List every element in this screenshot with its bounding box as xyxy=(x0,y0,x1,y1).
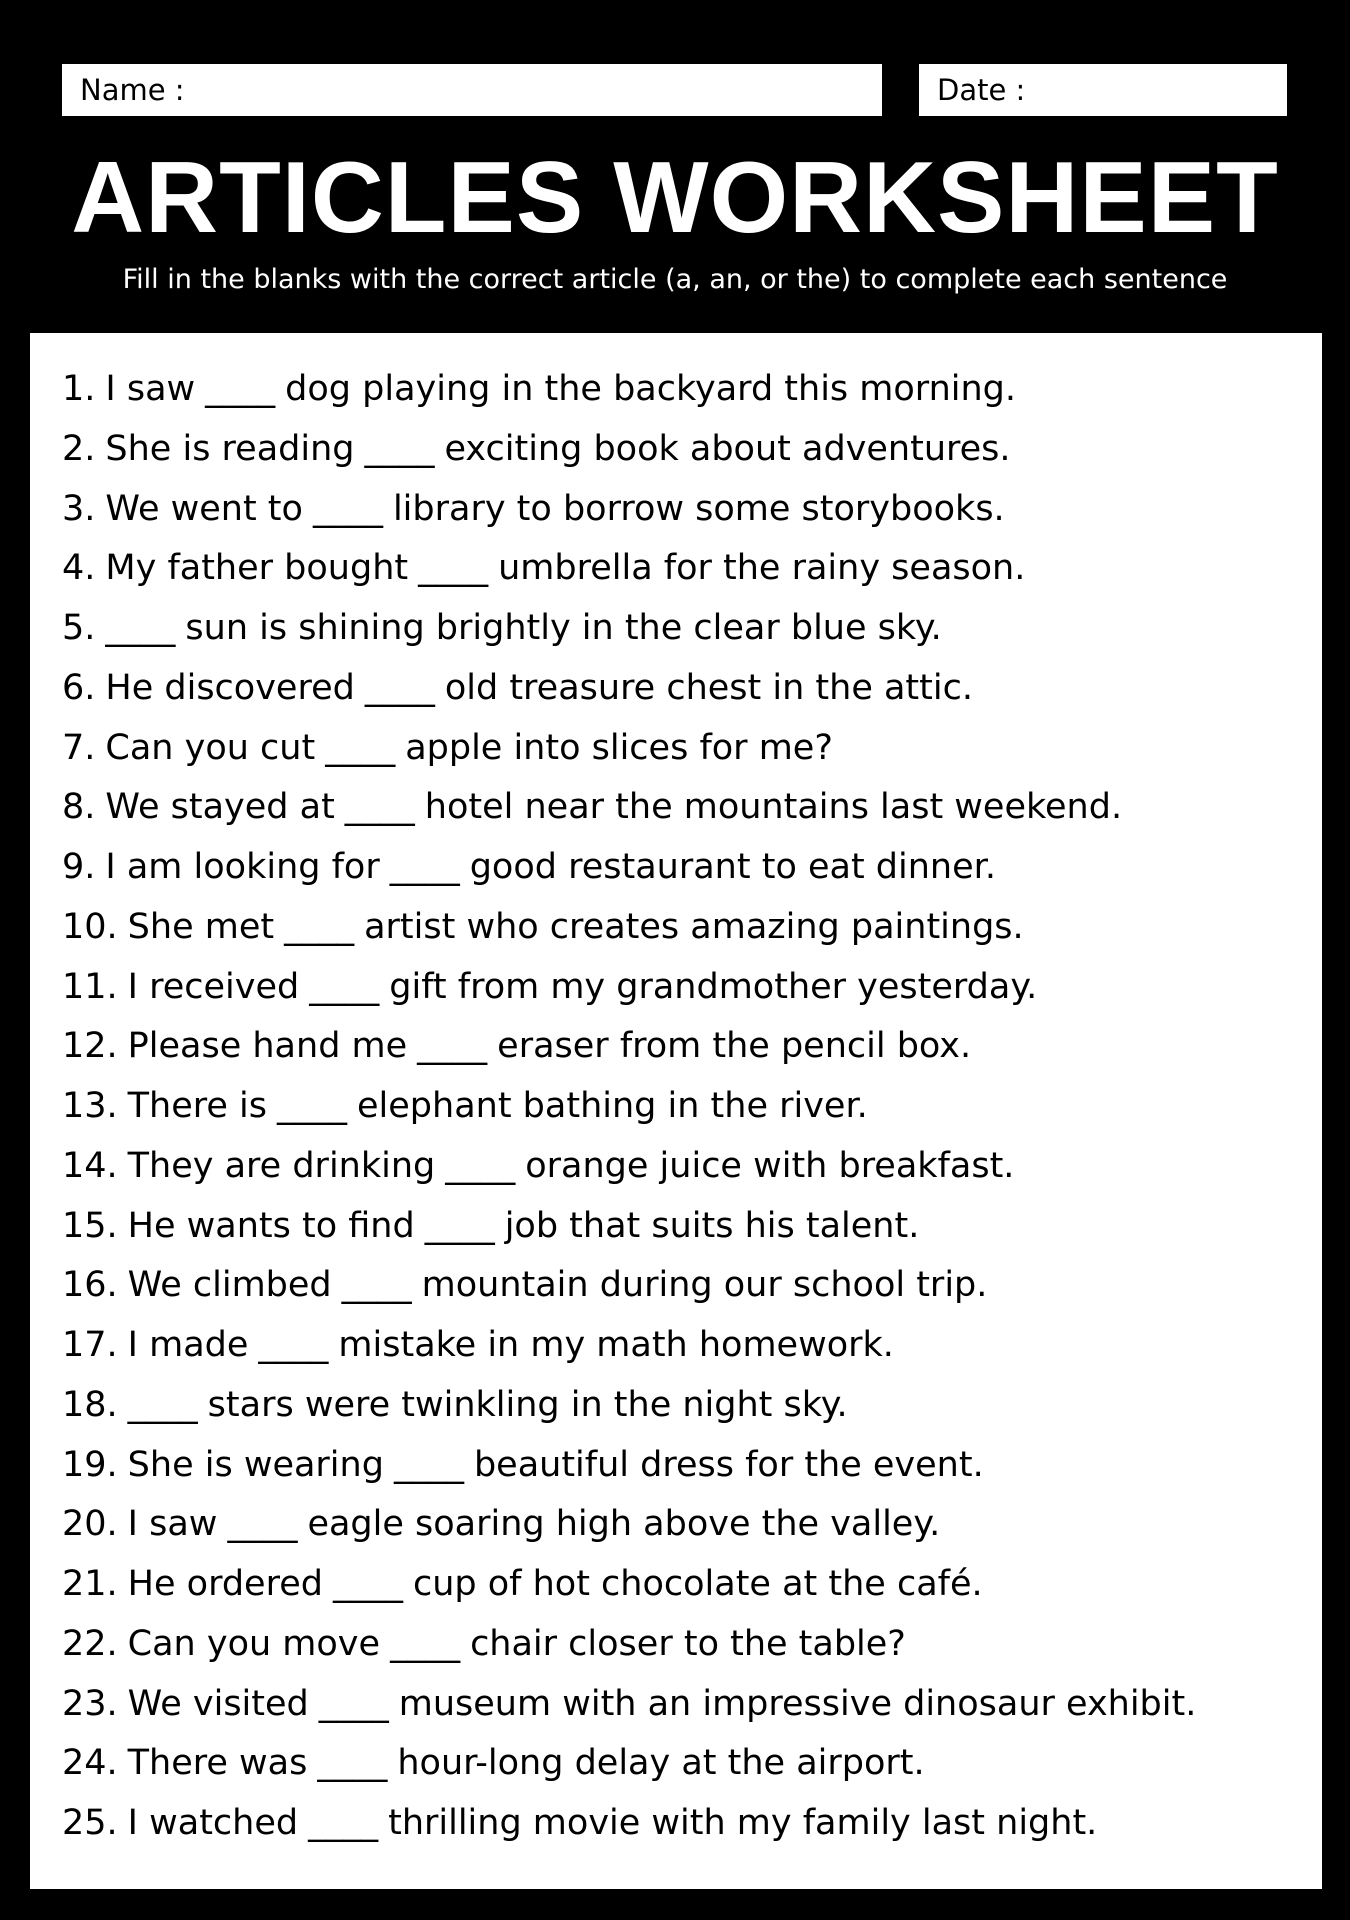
question-item xyxy=(62,1077,1312,1137)
answer-blank[interactable]: ____ xyxy=(332,1564,403,1604)
question-item xyxy=(62,599,1312,659)
question-item xyxy=(62,539,1312,599)
question-text-before: I am looking for xyxy=(105,847,380,887)
question-text-after: library to borrow some storybooks. xyxy=(392,488,1005,529)
answer-blank[interactable]: ____ xyxy=(364,428,435,469)
question-text-after: good restaurant to eat dinner. xyxy=(469,847,996,887)
question-text-after: hotel near the mountains last weekend. xyxy=(424,787,1123,828)
answer-blank[interactable]: ____ xyxy=(445,1145,516,1186)
question-text-after: eagle soaring high above the valley. xyxy=(307,1504,941,1545)
question-text-before: Can you cut xyxy=(105,727,316,768)
question-number: 6. xyxy=(62,667,96,708)
answer-blank[interactable]: ____ xyxy=(309,966,380,1007)
question-item xyxy=(62,1376,1312,1436)
question-text-after: chair closer to the table? xyxy=(470,1623,906,1664)
question-item xyxy=(62,1316,1312,1376)
question-text-before: I saw xyxy=(105,369,196,409)
question-item xyxy=(62,778,1312,838)
question-text-before: I watched xyxy=(127,1803,299,1843)
date-field[interactable] xyxy=(919,64,1287,116)
question-number: 11. xyxy=(62,966,118,1007)
question-number: 5. xyxy=(62,608,96,648)
answer-blank[interactable]: ____ xyxy=(344,787,415,828)
question-number: 12. xyxy=(62,1026,118,1067)
question-number: 24. xyxy=(62,1743,118,1784)
question-text-after: job that suits his talent. xyxy=(504,1205,920,1246)
answer-blank[interactable]: ____ xyxy=(284,906,355,947)
question-item xyxy=(62,480,1312,540)
question-text-before: He discovered xyxy=(105,667,355,708)
answer-blank[interactable]: ____ xyxy=(325,727,396,768)
question-text-after: gift from my grandmother yesterday. xyxy=(389,966,1038,1007)
answer-blank[interactable]: ____ xyxy=(417,1026,488,1067)
questions-panel xyxy=(30,333,1322,1889)
question-item xyxy=(62,1675,1312,1735)
question-number: 10. xyxy=(62,906,118,947)
question-text-after: sun is shining brightly in the clear blue sky. xyxy=(185,608,942,648)
answer-blank[interactable]: ____ xyxy=(227,1504,298,1545)
question-text-before: We visited xyxy=(127,1683,309,1724)
question-number: 7. xyxy=(62,727,96,768)
question-item xyxy=(62,1734,1312,1794)
question-text-after: eraser from the pencil box. xyxy=(497,1026,972,1067)
question-number: 17. xyxy=(62,1325,118,1365)
name-field[interactable] xyxy=(62,64,882,116)
question-number: 2. xyxy=(62,428,96,469)
question-text-before: There was xyxy=(127,1743,308,1784)
question-text-before: I received xyxy=(127,966,300,1007)
question-number: 4. xyxy=(62,548,96,589)
question-text-after: dog playing in the backyard this morning. xyxy=(285,369,1017,409)
question-text-after: elephant bathing in the river. xyxy=(357,1086,868,1126)
question-text-after: thrilling movie with my family last night. xyxy=(388,1803,1098,1843)
question-text-after: exciting book about adventures. xyxy=(444,428,1011,469)
answer-blank[interactable]: ____ xyxy=(277,1086,348,1126)
question-text-after: artist who creates amazing paintings. xyxy=(364,906,1024,947)
question-item xyxy=(62,1555,1312,1615)
question-item xyxy=(62,1794,1312,1854)
answer-blank[interactable]: ____ xyxy=(258,1325,329,1365)
question-text-before: She is wearing xyxy=(127,1444,384,1485)
answer-blank[interactable]: ____ xyxy=(390,1623,461,1664)
question-number: 22. xyxy=(62,1623,118,1664)
answer-blank[interactable]: ____ xyxy=(318,1683,389,1724)
question-text-before: They are drinking xyxy=(127,1145,436,1186)
question-number: 21. xyxy=(62,1564,118,1604)
question-text-after: mistake in my math homework. xyxy=(338,1325,894,1365)
question-text-before: He ordered xyxy=(127,1564,323,1604)
question-item xyxy=(62,1495,1312,1555)
question-number: 25. xyxy=(62,1803,118,1843)
question-text-after: umbrella for the rainy season. xyxy=(498,548,1026,589)
question-item xyxy=(62,719,1312,779)
page-title: ARTICLES WORKSHEET xyxy=(71,142,1279,254)
question-text-before: We stayed at xyxy=(105,787,335,828)
question-text-before: I saw xyxy=(127,1504,218,1545)
question-text-after: orange juice with breakfast. xyxy=(525,1145,1015,1186)
question-text-before: Please hand me xyxy=(127,1026,408,1067)
answer-blank[interactable]: ____ xyxy=(341,1265,412,1306)
question-list xyxy=(62,360,1312,1854)
name-label: Name : xyxy=(80,73,185,107)
question-item xyxy=(62,958,1312,1018)
question-text-after: old treasure chest in the attic. xyxy=(444,667,973,708)
question-number: 20. xyxy=(62,1504,118,1545)
question-text-after: beautiful dress for the event. xyxy=(473,1444,984,1485)
question-text-after: cup of hot chocolate at the café. xyxy=(412,1564,983,1604)
question-number: 9. xyxy=(62,847,96,887)
question-text-after: hour-long delay at the airport. xyxy=(397,1743,925,1784)
answer-blank[interactable]: ____ xyxy=(317,1743,388,1784)
answer-blank[interactable]: ____ xyxy=(308,1803,379,1843)
question-text-before: We went to xyxy=(105,488,303,529)
question-number: 15. xyxy=(62,1205,118,1246)
question-number: 1. xyxy=(62,369,96,409)
question-item xyxy=(62,898,1312,958)
question-text-before: She met xyxy=(127,906,275,947)
answer-blank[interactable]: ____ xyxy=(312,488,383,529)
question-text-after: apple into slices for me? xyxy=(405,727,833,768)
instructions: Fill in the blanks with the correct article (a, an, or the) to complete each sentence xyxy=(122,264,1228,295)
question-text-after: mountain during our school trip. xyxy=(421,1265,988,1306)
question-number: 18. xyxy=(62,1384,118,1425)
question-text-before: There is xyxy=(127,1086,268,1126)
question-item xyxy=(62,1137,1312,1197)
question-number: 19. xyxy=(62,1444,118,1485)
question-text-after: stars were twinkling in the night sky. xyxy=(207,1384,848,1425)
answer-blank[interactable]: ____ xyxy=(205,369,276,409)
question-text-before: We climbed xyxy=(127,1265,332,1306)
question-text-after: museum with an impressive dinosaur exhibit. xyxy=(398,1683,1197,1724)
question-number: 23. xyxy=(62,1683,118,1724)
question-item xyxy=(62,1615,1312,1675)
question-item xyxy=(62,659,1312,719)
question-number: 8. xyxy=(62,787,96,828)
question-text-before: He wants to find xyxy=(127,1205,415,1246)
answer-blank[interactable]: ____ xyxy=(364,667,435,708)
answer-blank[interactable]: ____ xyxy=(424,1205,495,1246)
question-number: 13. xyxy=(62,1086,118,1126)
question-number: 16. xyxy=(62,1265,118,1306)
date-label: Date : xyxy=(937,73,1026,107)
question-text-before: I made xyxy=(127,1325,249,1365)
answer-blank[interactable]: ____ xyxy=(105,608,176,648)
question-item xyxy=(62,838,1312,898)
question-text-before: My father bought xyxy=(105,548,409,589)
question-text-before: She is reading xyxy=(105,428,355,469)
question-item xyxy=(62,1017,1312,1077)
answer-blank[interactable]: ____ xyxy=(389,847,460,887)
question-item xyxy=(62,1436,1312,1496)
question-number: 3. xyxy=(62,488,96,529)
answer-blank[interactable]: ____ xyxy=(418,548,489,589)
question-item xyxy=(62,1256,1312,1316)
question-item xyxy=(62,1197,1312,1257)
question-item xyxy=(62,360,1312,420)
answer-blank[interactable]: ____ xyxy=(393,1444,464,1485)
question-item xyxy=(62,420,1312,480)
answer-blank[interactable]: ____ xyxy=(127,1384,198,1425)
question-text-before: Can you move xyxy=(127,1623,381,1664)
question-number: 14. xyxy=(62,1145,118,1186)
